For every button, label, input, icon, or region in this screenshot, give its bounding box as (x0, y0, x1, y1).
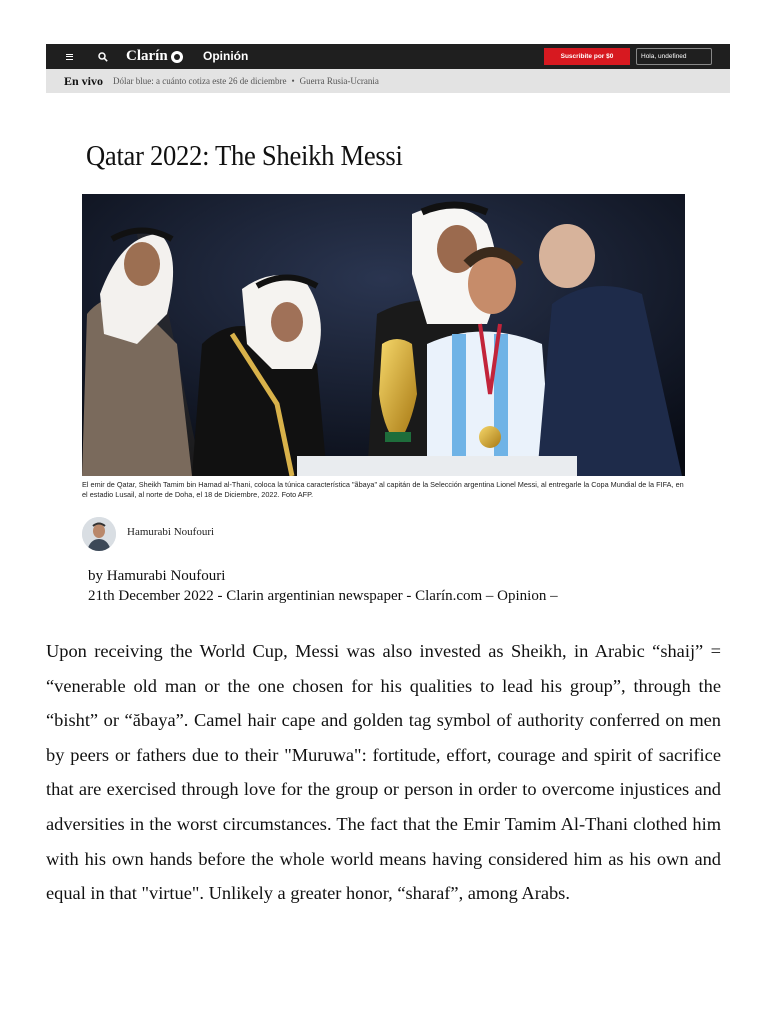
brand-name: Clarín (126, 48, 168, 64)
section-label[interactable]: Opinión (203, 49, 249, 63)
byline-author: by Hamurabi Noufouri (88, 568, 226, 584)
photo-caption: El emir de Qatar, Sheikh Tamim bin Hamad al-Thani, coloca la túnica característica "ãbaya" al capitán de la Selección argentina Lionel Messi, al entregarle la Copa Mundial de la FIFA, en el estadio Lusail, al norte de Doha, el 18 de Diciembre, 2022. Foto AFP. (82, 480, 684, 499)
ticker-item-guerra[interactable]: Guerra Rusia-Ucrania (299, 76, 379, 86)
brand-logo[interactable] (126, 48, 183, 65)
ticker-separator: • (291, 76, 295, 86)
article-photo (82, 194, 685, 476)
byline (88, 566, 558, 606)
news-ticker (46, 69, 730, 93)
menu-icon[interactable] (58, 44, 80, 69)
article-body: Upon receiving the World Cup, Messi was also invested as Sheikh, in Arabic “shaij” = “venerable old man or the one chosen for his qualities to lead his group”, through the “bisht” or “ăbaya”. Camel hair cape and golden tag symbol of authority conferred on men by peers or fathers due to their "Muruwa": fortitude, effort, courage and spirit of sacrifice that are exercised through love for the group or person in order to overcome injustices and adversities in the worst circumstances. The fact that the Emir Tamim Al-Thani clothed him with his own hands before the whole world means having considered him as his own and equal in that "virtue". Unlikely a greater honor, “sharaf”, among Arabs. (46, 641, 721, 904)
search-icon[interactable] (92, 44, 114, 69)
live-label[interactable]: En vivo (64, 73, 104, 88)
article-headline: Qatar 2022: The Sheikh Messi (86, 141, 403, 172)
author-name[interactable]: Hamurabi Noufouri (127, 526, 215, 538)
author-avatar[interactable] (82, 517, 116, 551)
top-navigation-bar (46, 44, 730, 69)
user-account-box[interactable]: Hola, undefined (636, 48, 712, 65)
subscribe-button[interactable]: Suscribite por $0 (544, 48, 630, 65)
byline-date-source: 21th December 2022 - Clarin argentinian newspaper - Clarín.com – Opinion – (88, 588, 558, 604)
logo-mark-icon (171, 51, 183, 63)
ticker-item-dolar[interactable]: Dólar blue: a cuánto cotiza este 26 de diciembre (113, 76, 287, 86)
